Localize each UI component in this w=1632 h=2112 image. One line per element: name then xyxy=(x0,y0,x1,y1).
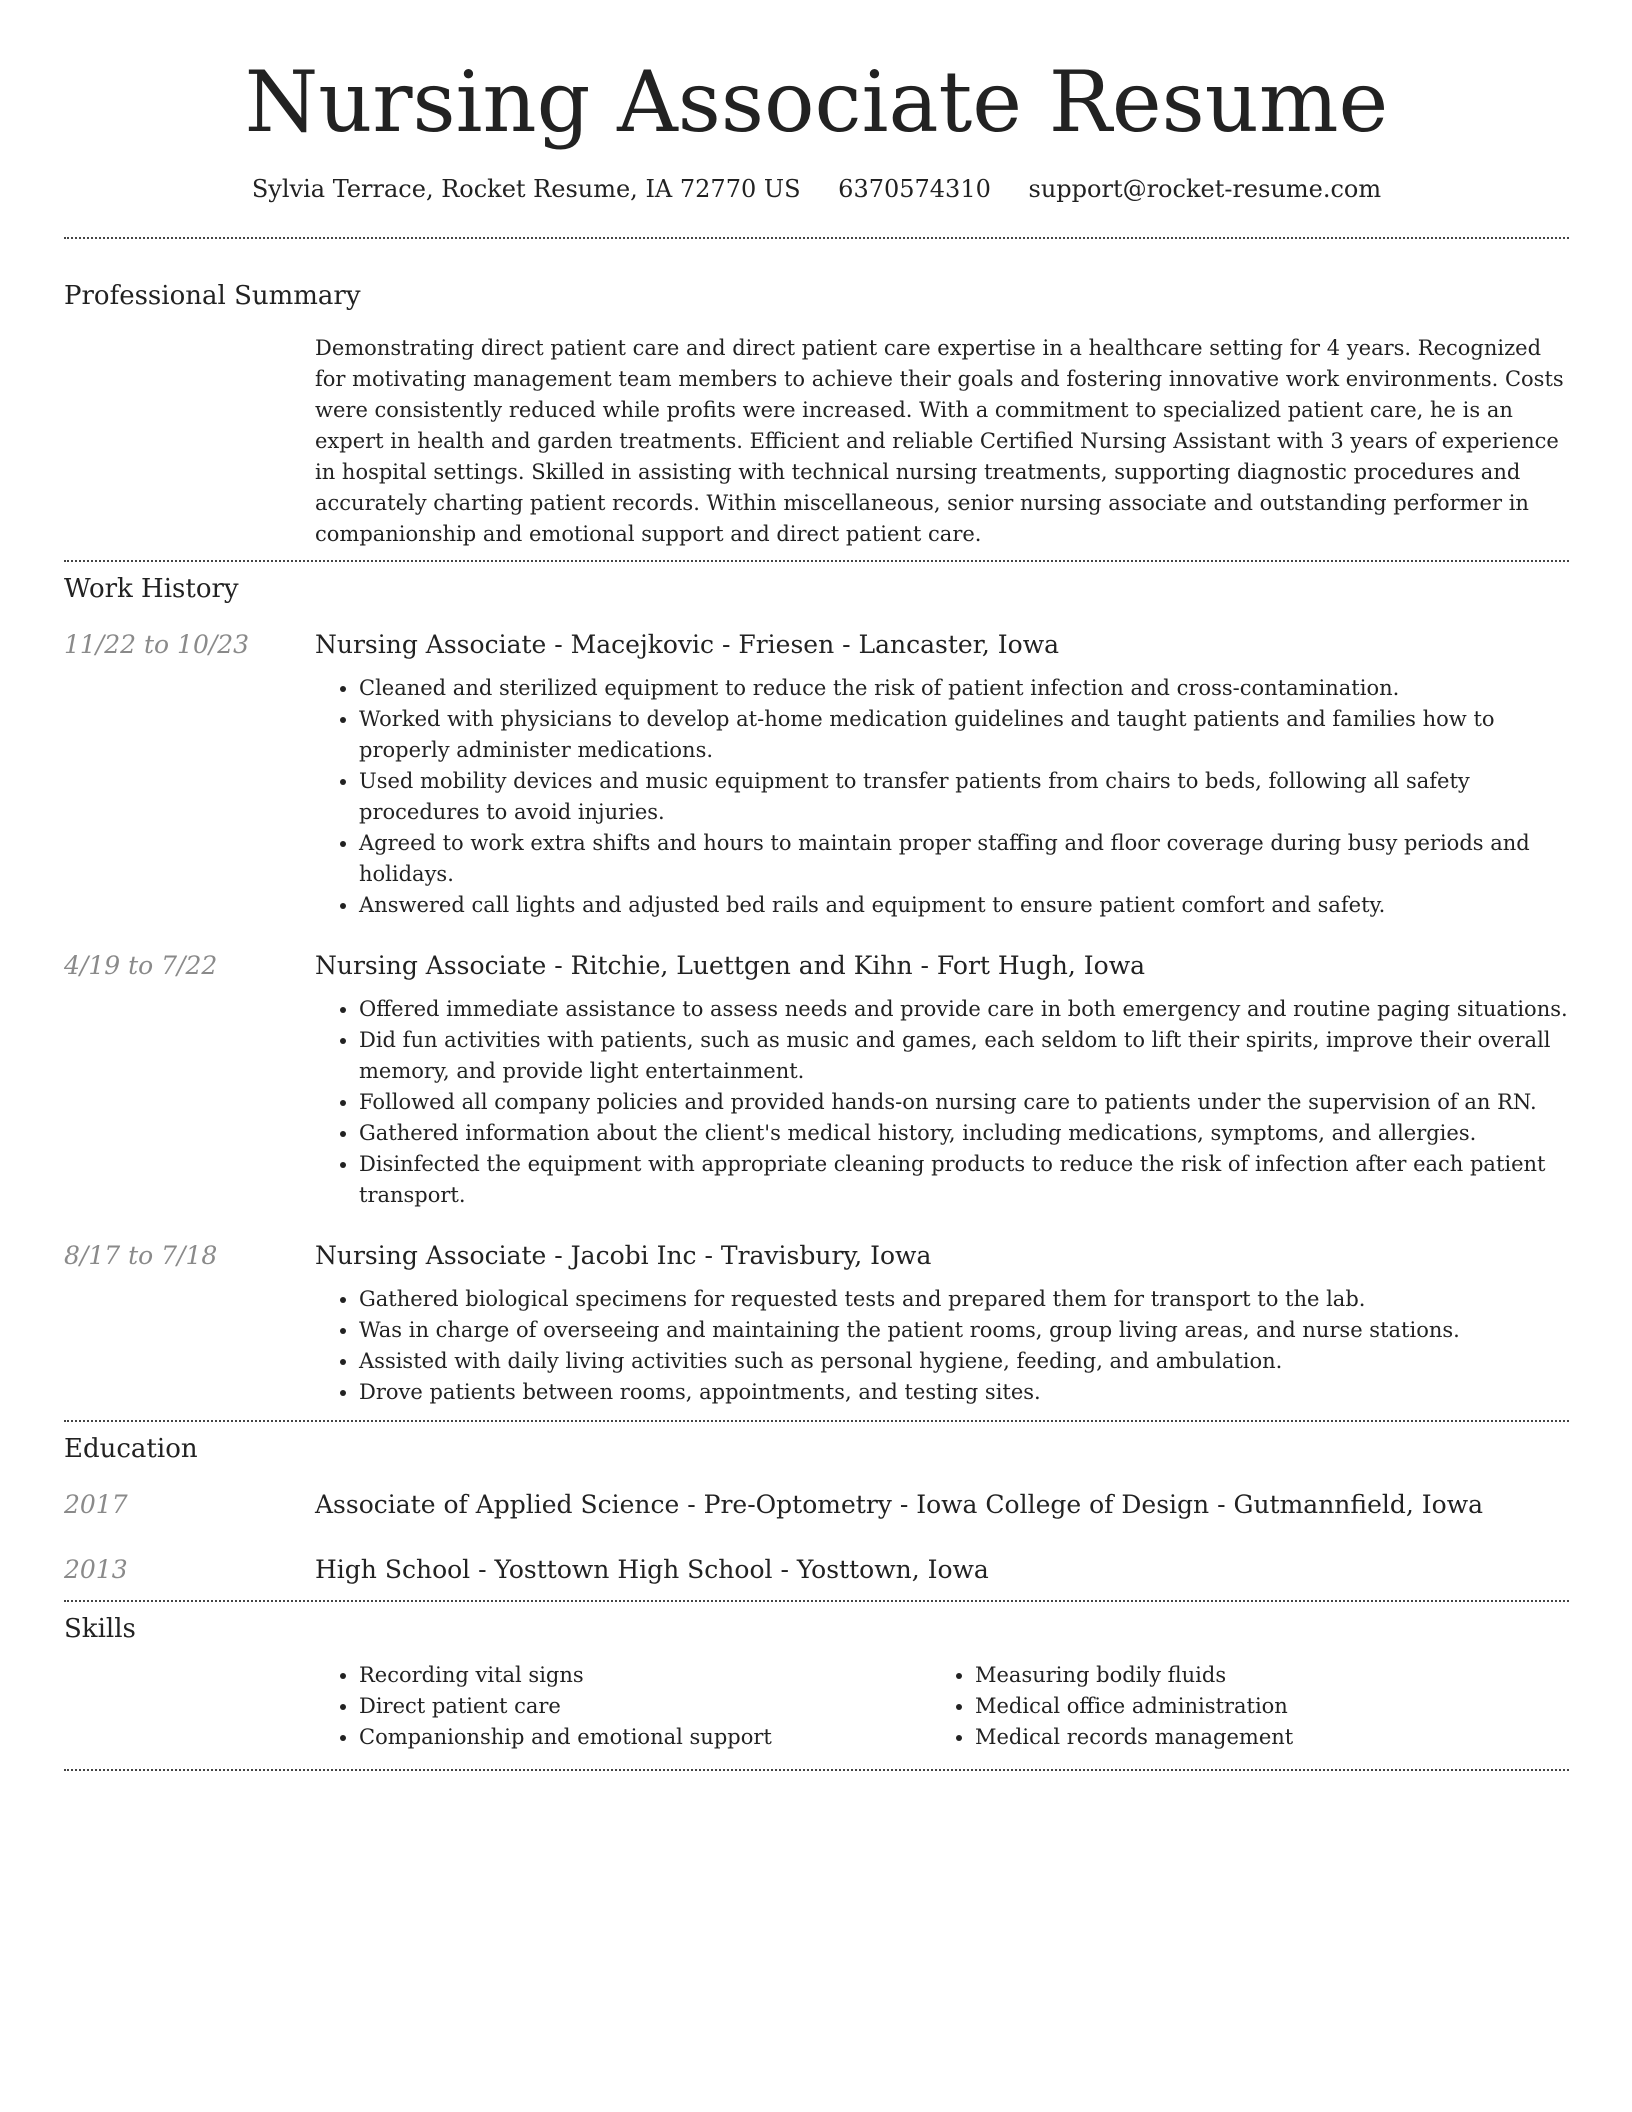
divider xyxy=(64,1600,1569,1602)
list-item: • Assisted with daily living activities such as personal hygiene, feeding, and ambulation. xyxy=(359,1346,1569,1377)
job-title: Nursing Associate - Macejkovic - Friesen - Lancaster, Iowa xyxy=(315,629,1060,659)
skills-list-right xyxy=(931,1660,1547,1753)
job-entry xyxy=(64,951,1569,1211)
list-item: • Gathered information about the client's medical history, including medications, symptoms, and allergies. xyxy=(359,1118,1569,1149)
section-title-education: Education xyxy=(64,1433,198,1464)
skill-item: • Medical records management xyxy=(975,1722,1547,1753)
list-item: • Agreed to work extra shifts and hours to maintain proper staffing and floor coverage during busy periods and holidays. xyxy=(359,828,1569,890)
list-item: • Was in charge of overseeing and maintaining the patient rooms, group living areas, and nurse stations. xyxy=(359,1315,1569,1346)
education-entry xyxy=(64,1555,1569,1584)
skills-list-left xyxy=(315,1660,931,1753)
section-title-skills: Skills xyxy=(64,1613,136,1644)
skill-item: • Medical office administration xyxy=(975,1691,1547,1722)
list-item: • Cleaned and sterilized equipment to reduce the risk of patient infection and cross-contamination. xyxy=(359,673,1569,704)
list-item: • Followed all company policies and provided hands-on nursing care to patients under the supervision of an RN. xyxy=(359,1087,1569,1118)
divider xyxy=(64,237,1569,239)
education-entry xyxy=(64,1490,1569,1519)
job-entry xyxy=(64,630,1569,921)
job-title: Nursing Associate - Ritchie, Luettgen and Kihn - Fort Hugh, Iowa xyxy=(315,950,1146,980)
divider xyxy=(64,1769,1569,1771)
skill-item: • Measuring bodily fluids xyxy=(975,1660,1547,1691)
list-item: • Offered immediate assistance to assess needs and provide care in both emergency and routine paging situations. xyxy=(359,994,1569,1025)
job-dates: 8/17 to 7/18 xyxy=(64,1240,218,1270)
skill-item: • Companionship and emotional support xyxy=(359,1722,931,1753)
list-item: • Did fun activities with patients, such as music and games, each seldom to lift their spirits, improve their overall memory, and provide light entertainment. xyxy=(359,1025,1569,1087)
divider xyxy=(64,1420,1569,1422)
job-entry xyxy=(64,1241,1569,1408)
contact-address: Sylvia Terrace, Rocket Resume, IA 72770 US xyxy=(251,174,801,203)
list-item: • Used mobility devices and music equipment to transfer patients from chairs to beds, following all safety procedures to avoid injuries. xyxy=(359,766,1569,828)
list-item: • Worked with physicians to develop at-home medication guidelines and taught patients and families how to properly administer medications. xyxy=(359,704,1569,766)
education-year: 2013 xyxy=(64,1554,128,1584)
section-title-work: Work History xyxy=(64,573,239,604)
job-title: Nursing Associate - Jacobi Inc - Travisbury, Iowa xyxy=(315,1240,932,1270)
job-content xyxy=(315,630,1569,921)
contact-email: support@rocket-resume.com xyxy=(1028,174,1382,203)
list-item: • Disinfected the equipment with appropriate cleaning products to reduce the risk of infection after each patient transport. xyxy=(359,1149,1569,1211)
contact-line xyxy=(64,175,1569,203)
summary-text: Demonstrating direct patient care and direct patient care expertise in a healthcare setting for 4 years. Recognized for motivating management team members to achieve their goals and fostering innovative work environments. Costs were consistently reduced while profits were increased. With a commitment to specialized patient care, he is an expert in health and garden treatments. Efficient and reliable Certified Nursing Assistant with 3 years of experience in hospital settings. Skilled in assisting with technical nursing treatments, supporting diagnostic procedures and accurately charting patient records. Within miscellaneous, senior nursing associate and outstanding performer in companionship and emotional support and direct patient care. xyxy=(315,335,1564,546)
job-content xyxy=(315,951,1569,1211)
job-dates: 11/22 to 10/23 xyxy=(64,629,250,659)
job-bullets xyxy=(315,1284,1569,1408)
job-dates: 4/19 to 7/22 xyxy=(64,950,218,980)
skills-grid xyxy=(315,1660,1569,1753)
divider xyxy=(64,560,1569,562)
skill-item: • Direct patient care xyxy=(359,1691,931,1722)
job-bullets xyxy=(315,994,1569,1211)
list-item: • Gathered biological specimens for requested tests and prepared them for transport to the lab. xyxy=(359,1284,1569,1315)
skill-item: • Recording vital signs xyxy=(359,1660,931,1691)
education-year: 2017 xyxy=(64,1489,128,1519)
job-content xyxy=(315,1241,1569,1408)
page-title: Nursing Associate Resume xyxy=(244,53,1389,151)
education-title: High School - Yosttown High School - Yosttown, Iowa xyxy=(315,1554,989,1584)
education-title: Associate of Applied Science - Pre-Optometry - Iowa College of Design - Gutmannfield, Iowa xyxy=(315,1489,1484,1519)
job-bullets xyxy=(315,673,1569,921)
section-title-summary: Professional Summary xyxy=(64,280,361,311)
list-item: • Drove patients between rooms, appointments, and testing sites. xyxy=(359,1377,1569,1408)
resume-page xyxy=(64,0,1569,1771)
contact-phone: 6370574310 xyxy=(838,174,991,203)
list-item: • Answered call lights and adjusted bed rails and equipment to ensure patient comfort and safety. xyxy=(359,890,1569,921)
